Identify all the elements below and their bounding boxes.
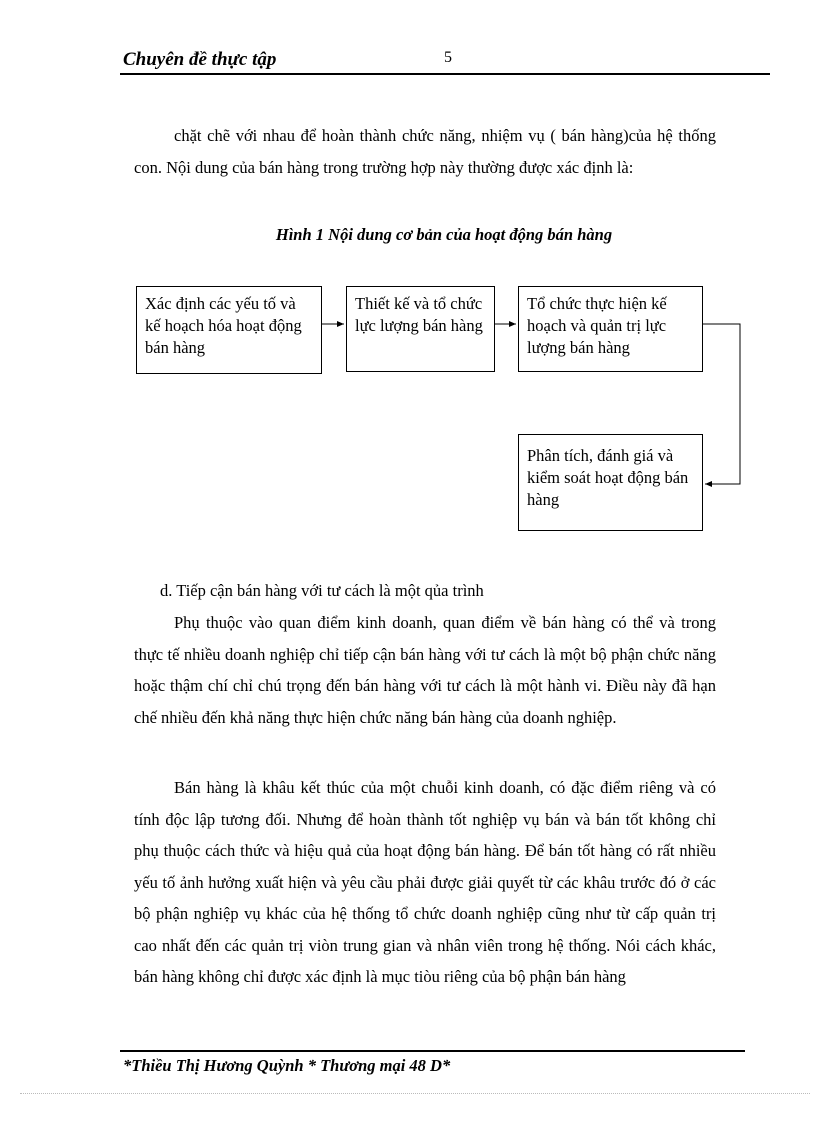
- footer-text: *Thiều Thị Hương Quỳnh * Thương mại 48 D*: [123, 1056, 451, 1075]
- page-edge: [20, 1093, 810, 1094]
- paragraph-2: Phụ thuộc vào quan điểm kinh doanh, quan điểm về bán hàng có thể và trong thực tế nhiều doanh nghiệp chỉ tiếp cận bán hàng với tư cách là một bộ phận chức năng hoặc thậm chí chỉ chú trọng đến bán hàng với tư cách là một hành vi. Điều này đã hạn chế nhiều đến khả năng thực hiện chức năng bán hàng của doanh nghiệp.: [134, 613, 716, 727]
- paragraph-3: Bán hàng là khâu kết thúc của một chuỗi kinh doanh, có đặc điểm riêng và có tính độc lập tương đối. Nhưng để hoàn thành tốt nghiệp vụ bán và bán tốt không chỉ phụ thuộc cách thức và hiệu quả của hoạt động bán hàng. Để bán tốt hàng có rất nhiều yếu tố ảnh hưởng xuất hiện và yêu cầu phải được giải quyết từ các khâu trước đó ở các bộ phận nghiệp vụ khác của hệ thống tổ chức doanh nghiệp cũng như từ cấp quản trị cao nhất đến các quản trị viòn trung gian và nhân viên trong hệ thống. Nói cách khác, bán hàng không chỉ được xác định là mục tiòu riêng của bộ phận bán hàng: [134, 778, 716, 986]
- footer-rule: [120, 1050, 745, 1052]
- header-title: Chuyên đề thực tập: [123, 49, 277, 70]
- diagram-box-implementing: Tổ chức thực hiện kế hoạch và quản trị lực lượng bán hàng: [518, 286, 703, 372]
- header-rule: [120, 73, 770, 75]
- paragraph-1: chặt chẽ với nhau để hoàn thành chức năng, nhiệm vụ ( bán hàng)của hệ thống con. Nội dung của bán hàng trong trường hợp này thường được xác định là:: [134, 126, 716, 177]
- section-heading: d. Tiếp cận bán hàng với tư cách là một qủa trình: [160, 581, 484, 600]
- page-number: 5: [444, 49, 452, 66]
- arrow-box3-to-box4: [703, 324, 740, 484]
- diagram-box-controlling: Phân tích, đánh giá và kiểm soát hoạt động bán hàng: [518, 434, 703, 531]
- figure-caption: Hình 1 Nội dung cơ bản của hoạt động bán hàng: [275, 225, 613, 244]
- diagram-box-organizing: Thiết kế và tổ chức lực lượng bán hàng: [346, 286, 495, 372]
- diagram-box-planning: Xác định các yếu tố và kế hoạch hóa hoạt động bán hàng: [136, 286, 322, 374]
